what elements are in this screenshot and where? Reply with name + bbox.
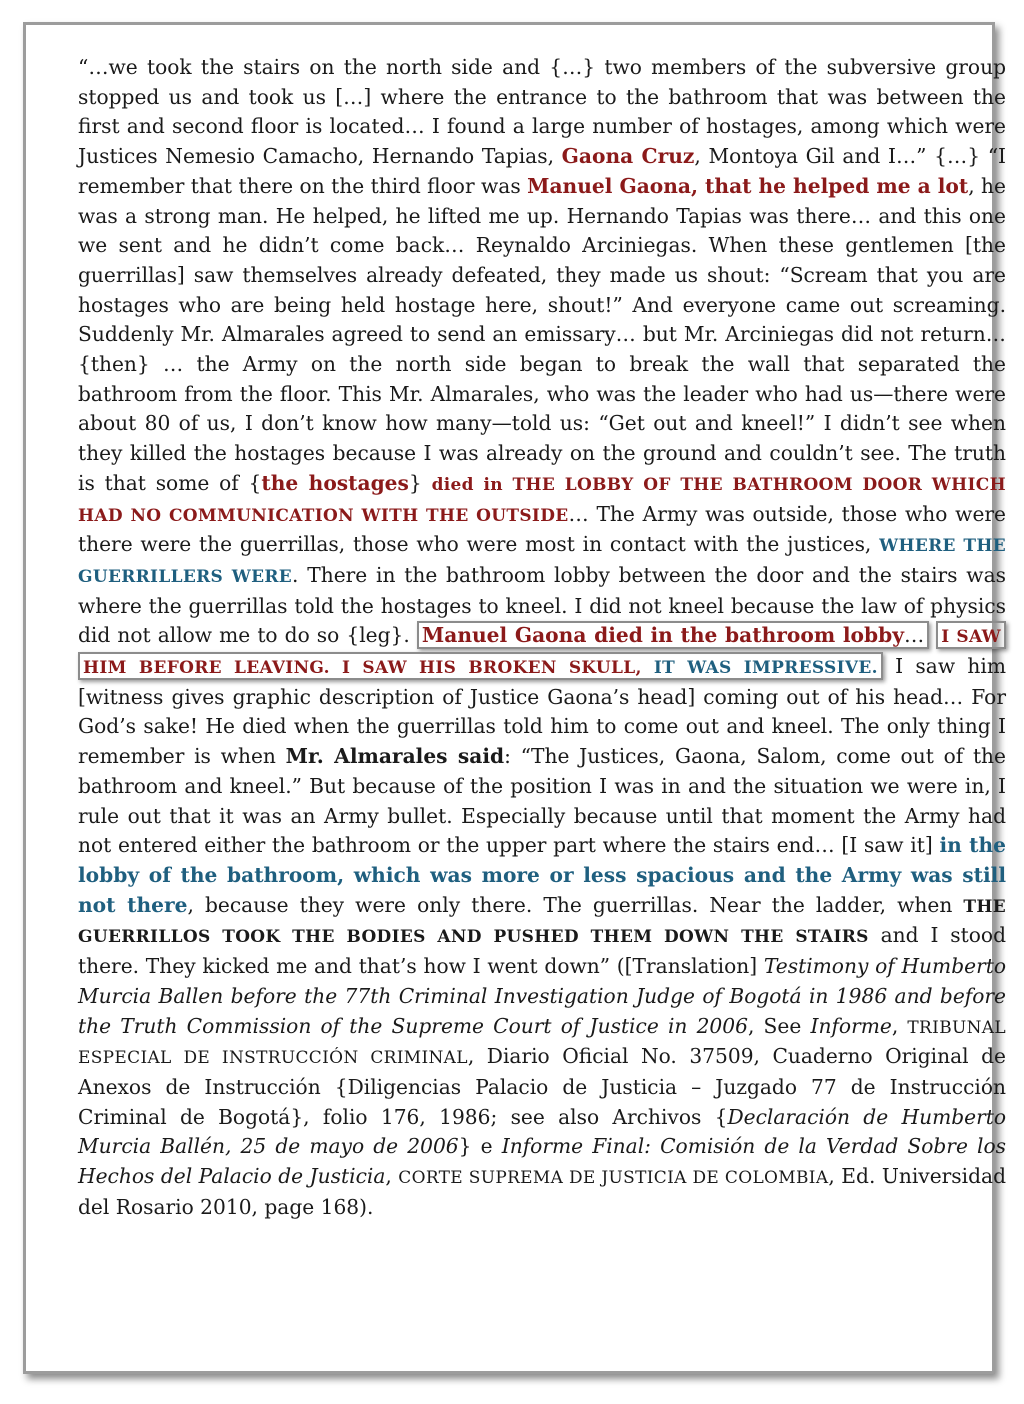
passage-text: , Diario Oficial No. 37509, Cuaderno Original de Anexos de Instrucción {Diligencias Palacio de Justicia – Juzgado 77 de Instrucción Criminal de Bogotá}, folio 176, 1986; see also Archivos {	[78, 1044, 1006, 1129]
passage-text: , See	[747, 1013, 811, 1038]
highlight-lobby-spacious: in the lobby of the bathroom, which was more or less spacious and the Army was still not there	[78, 833, 1006, 917]
passage-text: , because they were only there. The guerrillas. Near the ladder, when	[187, 892, 964, 917]
passage-text: … The Army was outside, those who were there were the guerrillas, those who were most in contact with the justices,	[78, 501, 1006, 557]
passage-text: }	[408, 470, 432, 495]
citation-informe: Informe	[810, 1013, 892, 1038]
highlight-gaona-cruz: Gaona Cruz	[561, 144, 695, 169]
passage-text: and I stood there. They kicked me and that’s how I went down” ([Translation]	[78, 923, 1007, 979]
highlight-almarales-said: Mr. Almarales said	[285, 744, 505, 769]
passage-text: , Ed. Universidad del Rosario 2010, page 168).	[78, 1164, 1006, 1219]
highlight-died-in-lobby: died in THE LOBBY OF THE BATHROOM DOOR WHICH HAD NO COMMUNICATION WITH THE OUTSIDE	[78, 473, 1006, 525]
document-frame	[23, 22, 1007, 1374]
testimony-passage	[78, 53, 1006, 1222]
passage-text: I saw him [witness gives graphic description of Justice Gaona’s head] coming out of his head… For God’s sake! He died when the guerrillas told him to come out and kneel. The only thing I remember is when	[78, 654, 1006, 769]
highlight-pushed-bodies: THE GUERRILLOS TOOK THE BODIES AND PUSHED THEM DOWN THE STAIRS	[78, 895, 1006, 947]
passage-text: . There in the bathroom lobby between the door and the stairs was where the guerrillas told the hostages to kneel. I did not kneel because the law of physics did not allow me to do so {leg}.	[78, 562, 1006, 648]
passage-text: “…we took the stairs on the north side and {…} two members of the subversive group stopped us and took us […] where the entrance to the bathroom that was between the first and second floor is located… I found a large number of hostages, among which were Justices Nemesio Camacho, Hernando Tapias,	[78, 55, 1006, 169]
highlight-gaona-died-lobby: Manuel Gaona died in the bathroom lobby	[421, 623, 904, 648]
boxed-quote-gaona-died	[417, 621, 929, 649]
citation-declaracion: Declaración de Humberto Murcia Ballén, 25 de mayo de 2006	[78, 1104, 1006, 1159]
passage-text: } e	[458, 1134, 502, 1159]
passage-text: …	[903, 623, 925, 648]
highlight-where-guerrillers-were: WHERE THE GUERRILLERS WERE	[78, 535, 1006, 586]
highlight-it-was-impressive: IT WAS IMPRESSIVE.	[653, 657, 878, 678]
highlight-the-hostages: the hostages	[261, 470, 409, 495]
citation-corte-suprema: CORTE SUPREMA DE JUSTICIA DE COLOMBIA	[398, 1167, 829, 1188]
passage-text: , Montoya Gil and I…” {…} “I remember that there on the third floor was	[78, 144, 1007, 198]
citation-tribunal: TRIBUNAL ESPECIAL DE INSTRUCCIÓN CRIMINAL	[78, 1016, 1006, 1068]
citation-informe-final: Informe Final: Comisión de la Verdad Sobre los Hechos del Palacio de Justicia	[78, 1134, 1007, 1189]
passage-text: , he was a strong man. He helped, he lifted me up. Hernando Tapias was there… and this one we sent and he didn’t come back… Reynaldo Arciniegas. When these gentlemen [the guerrillas] saw themselves already defeated, they made us shout: “Scream that you are hostages who are being held hostage here, shout!” And everyone came out screaming. Suddenly Mr. Almarales agreed to send an emissary… but Mr. Arciniegas did not return… {then} … the Army on the north side began to break the wall that separated the bathroom from the floor. This Mr. Almarales, who was the leader who had us—there were about 80 of us, I don’t know how many—told us: “Get out and kneel!” I didn’t see when they killed the hostages because I was already on the ground and couldn’t see. The truth is that some of {	[78, 173, 1006, 495]
passage-text: : “The Justices, Gaona, Salom, come out of the bathroom and kneel.” But because of the position I was in and the situation we were in, I rule out that it was an Army bullet. Especially because until that moment the Army had not entered either the bathroom or the upper part where the stairs end… [I saw it]	[78, 744, 1007, 858]
passage-text: ,	[385, 1164, 399, 1189]
passage-text: ,	[891, 1013, 908, 1038]
highlight-saw-broken-skull: I SAW HIM BEFORE LEAVING. I SAW HIS BROKEN SKULL,	[83, 626, 1002, 678]
highlight-manuel-gaona-helped: Manuel Gaona, that he helped me a lot	[527, 173, 969, 198]
citation-testimony-title: Testimony of Humberto Murcia Ballen before the 77th Criminal Investigation Judge of Bogotá in 1986 and before the Truth Commission of the Supreme Court of Justice in 2006	[78, 954, 1006, 1038]
